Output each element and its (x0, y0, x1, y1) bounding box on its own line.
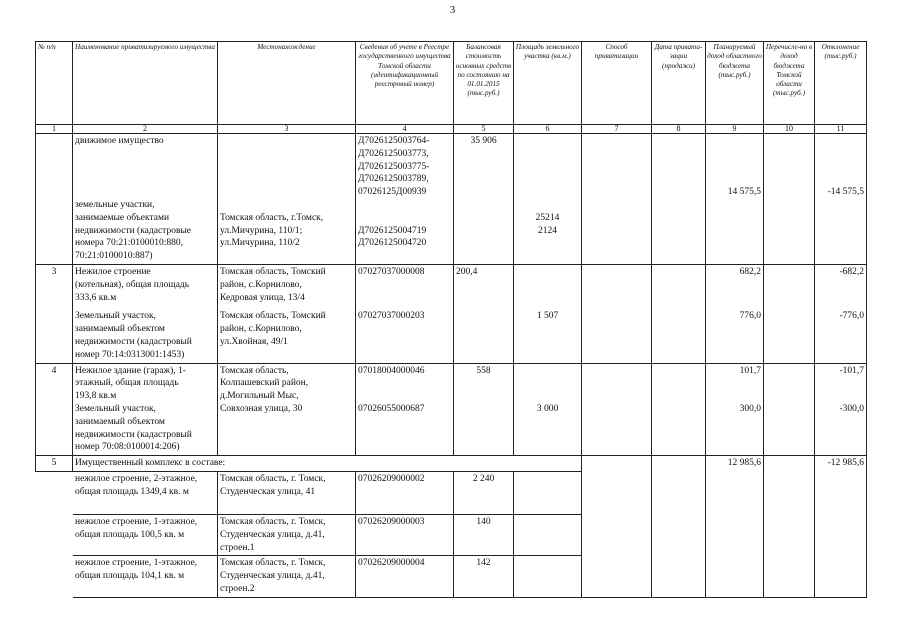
header-cell: Планируемый доход областного бюджета (тыс.руб.) (706, 42, 764, 125)
name-line: 193,8 кв.м (75, 391, 117, 402)
balance-value: 558 (476, 365, 491, 376)
income-value: 101,7 (739, 365, 761, 376)
deviation-cell (815, 134, 867, 265)
location-line: ул.Мичурина, 110/2 (220, 238, 300, 249)
balance-cell (454, 471, 514, 514)
registry-cell (356, 556, 454, 597)
location-line: Томская область, г. Томск, (220, 516, 326, 527)
header-cell: Балансовая стоимость основных средств по состоянию на 01.01.2015 (тыс.руб.) (454, 42, 514, 125)
table-row (36, 134, 867, 265)
header-cell: Местонахождение (218, 42, 356, 125)
table-row (36, 456, 867, 472)
header-cell: Способ приватизации (582, 42, 652, 125)
location-line: Совхозная улица, 30 (220, 403, 303, 414)
header-cell: Отклонение (тыс.руб.) (815, 42, 867, 125)
registry-number: 07026209000004 (358, 558, 425, 569)
name-line: номер 70:14:0313001:1453) (75, 349, 185, 360)
location-line: Кедровая улица, 13/4 (220, 292, 305, 303)
deviation-value: -12 985,6 (827, 458, 864, 469)
registry-cell (356, 363, 454, 456)
movable-name: движимое имущество (75, 136, 164, 146)
name-line: этажный, общая площадь (75, 378, 179, 389)
registry-cell (356, 134, 454, 265)
income-cell (706, 134, 764, 265)
area-cell (514, 134, 582, 265)
name-line: общая площадь 1349,4 кв. м (75, 486, 189, 497)
registry-number: Д7026125003775- (358, 161, 430, 172)
column-number-row (36, 125, 867, 134)
method-cell (582, 264, 652, 363)
location-line: Томская область, г.Томск, (220, 212, 324, 223)
name-line: нежилое строение, 2-этажное, (75, 473, 198, 484)
property-name-cell (73, 264, 218, 363)
location-line: Томская область, Томский (220, 266, 326, 277)
deviation-cell (815, 363, 867, 456)
balance-value: 200,4 (456, 266, 478, 277)
deviation-value: -682,2 (839, 266, 864, 277)
location-line: строен.2 (220, 583, 255, 594)
location-line: строен.1 (220, 542, 255, 553)
income-cell (706, 264, 764, 363)
area-cell (514, 556, 582, 597)
date-cell (652, 456, 706, 598)
location-line: Томская область, (220, 365, 289, 376)
method-cell (582, 363, 652, 456)
registry-number: Д7026125004720 (358, 238, 427, 249)
location-line: Студенческая улица, 41 (220, 486, 316, 497)
deviation-value: -101,7 (839, 365, 864, 376)
balance-value: 142 (476, 558, 491, 569)
column-number: 2 (73, 125, 218, 134)
name-line: 333,6 кв.м (75, 292, 117, 303)
location-line: ул.Мичурина, 110/1; (220, 225, 303, 236)
column-number: 4 (356, 125, 454, 134)
column-number: 6 (514, 125, 582, 134)
complex-title-cell: Имущественный комплекс в составе: (73, 456, 582, 472)
location-line: район, с.Корнилово, (220, 279, 302, 290)
balance-cell (454, 363, 514, 456)
registry-number: 07026209000002 (358, 473, 425, 484)
location-line: Томская область, г. Томск, (220, 558, 326, 569)
name-line: занимаемый объектом (75, 416, 165, 427)
header-cell: Наименование приватизируемого имущества (73, 42, 218, 125)
location-cell (218, 514, 356, 555)
header-cell: Площадь земельного участка (кв.м.) (514, 42, 582, 125)
balance-cell (454, 556, 514, 597)
land-name-line: 70:21:0100010:887) (75, 251, 153, 262)
header-cell: Сведения об учете в Реестре государственного имущества Томской области (идентификационный реестровый номер) (356, 42, 454, 125)
income-value: 300,0 (739, 403, 761, 414)
registry-number: Д7026125003764- (358, 136, 430, 146)
area-cell (514, 264, 582, 363)
land-name-line: занимаемые объектами (75, 212, 170, 223)
row-number-cell: 3 (36, 264, 73, 363)
name-line: общая площадь 100,5 кв. м (75, 529, 185, 540)
registry-number: 07026125Д00939 (358, 187, 427, 198)
column-number: 9 (706, 125, 764, 134)
name-line: Нежилое здание (гараж), 1- (75, 365, 186, 376)
income-cell (706, 456, 764, 598)
transferred-cell (764, 134, 815, 265)
transferred-cell (764, 363, 815, 456)
name-line: занимаемый объектом (75, 324, 165, 335)
registry-number: 07027037000203 (358, 311, 425, 322)
registry-number: 07027037000008 (358, 266, 425, 277)
area-cell (514, 471, 582, 514)
page-number: 3 (449, 4, 456, 16)
income-cell (706, 363, 764, 456)
property-name-cell (73, 134, 218, 265)
land-name-line: земельные участки, (75, 199, 155, 210)
property-name-cell (73, 514, 218, 555)
table-row (36, 363, 867, 456)
registry-number: 07018004000046 (358, 365, 425, 376)
registry-cell (356, 514, 454, 555)
area-cell (514, 514, 582, 555)
deviation-cell (815, 264, 867, 363)
location-line: Томская область, Томский (220, 311, 326, 322)
registry-cell (356, 264, 454, 363)
name-line: общая площадь 104,1 кв. м (75, 571, 185, 582)
balance-cell (454, 264, 514, 363)
name-line: Земельный участок, (75, 311, 156, 322)
location-line: Студенческая улица, д.41, (220, 529, 325, 540)
balance-cell (454, 134, 514, 265)
privatization-table (35, 41, 867, 598)
land-name-line: недвижимости (кадастровые (75, 225, 192, 236)
location-line: Колпашевский район, (220, 378, 309, 389)
balance-value: 140 (476, 516, 491, 527)
area-value: 25214 (535, 212, 560, 223)
row-number-cell (36, 556, 73, 597)
header-cell: Дата привати-зации (продажи) (652, 42, 706, 125)
column-number: 5 (454, 125, 514, 134)
row-number-cell: 5 (36, 456, 73, 472)
location-cell (218, 556, 356, 597)
column-number: 11 (815, 125, 867, 134)
column-number: 3 (218, 125, 356, 134)
registry-number: Д7026125003789, (358, 174, 429, 185)
land-name-line: номера 70:21:0100010:880, (75, 238, 184, 249)
income-value: 12 985,6 (727, 458, 761, 469)
property-name-cell (73, 556, 218, 597)
registry-number: 07026209000003 (358, 516, 425, 527)
name-line: нежилое строение, 1-этажное, (75, 558, 198, 569)
location-cell (218, 134, 356, 265)
location-cell (218, 264, 356, 363)
area-cell (514, 363, 582, 456)
location-line: район, с.Корнилово, (220, 324, 302, 335)
name-line: (котельная), общая площадь (75, 279, 190, 290)
property-name-cell (73, 471, 218, 514)
location-line: Томская область, г. Томск, (220, 473, 326, 484)
column-number: 1 (36, 125, 73, 134)
location-line: ул.Хвойная, 49/1 (220, 336, 288, 347)
method-cell (582, 134, 652, 265)
column-number: 7 (582, 125, 652, 134)
balance-value: 2 240 (472, 473, 495, 484)
name-line: недвижимости (кадастровый (75, 429, 192, 440)
deviation-cell (815, 456, 867, 598)
location-cell (218, 363, 356, 456)
area-value: 2124 (538, 225, 557, 236)
date-cell (652, 134, 706, 265)
registry-number: Д7026125003773, (358, 148, 429, 159)
name-line: номер 70:08:0100014:206) (75, 442, 180, 453)
location-cell (218, 471, 356, 514)
method-cell (582, 456, 652, 598)
registry-number: Д7026125004719 (358, 225, 427, 236)
column-number: 10 (764, 125, 815, 134)
area-value: 1 507 (536, 311, 559, 322)
header-cell: № п/п (36, 42, 73, 125)
property-name-cell (73, 363, 218, 456)
name-line: Нежилое строение (75, 266, 151, 277)
row-number-cell: 4 (36, 363, 73, 456)
balance-value: 35 906 (470, 136, 497, 146)
registry-number: 07026055000687 (358, 403, 425, 414)
column-number: 8 (652, 125, 706, 134)
deviation-value: -776,0 (839, 311, 864, 322)
location-line: д.Могильный Мыс, (220, 391, 299, 402)
transferred-cell (764, 264, 815, 363)
deviation-value: -14 575,5 (827, 187, 864, 198)
location-line: Студенческая улица, д.41, (220, 571, 325, 582)
income-value: 14 575,5 (727, 187, 761, 198)
date-cell (652, 363, 706, 456)
registry-cell (356, 471, 454, 514)
income-value: 776,0 (739, 311, 761, 322)
deviation-value: -300,0 (839, 403, 864, 414)
transferred-cell (764, 456, 815, 598)
header-cell: Перечисле-но в доход бюджета Томской области (тыс.руб.) (764, 42, 815, 125)
row-number-cell (36, 471, 73, 514)
area-value: 3 000 (536, 403, 559, 414)
name-line: нежилое строение, 1-этажное, (75, 516, 198, 527)
income-value: 682,2 (739, 266, 761, 277)
balance-cell (454, 514, 514, 555)
header-row (36, 42, 867, 125)
table-row (36, 264, 867, 363)
date-cell (652, 264, 706, 363)
name-line: недвижимости (кадастровый (75, 336, 192, 347)
row-number-cell (36, 134, 73, 265)
name-line: Земельный участок, (75, 403, 156, 414)
row-number-cell (36, 514, 73, 555)
